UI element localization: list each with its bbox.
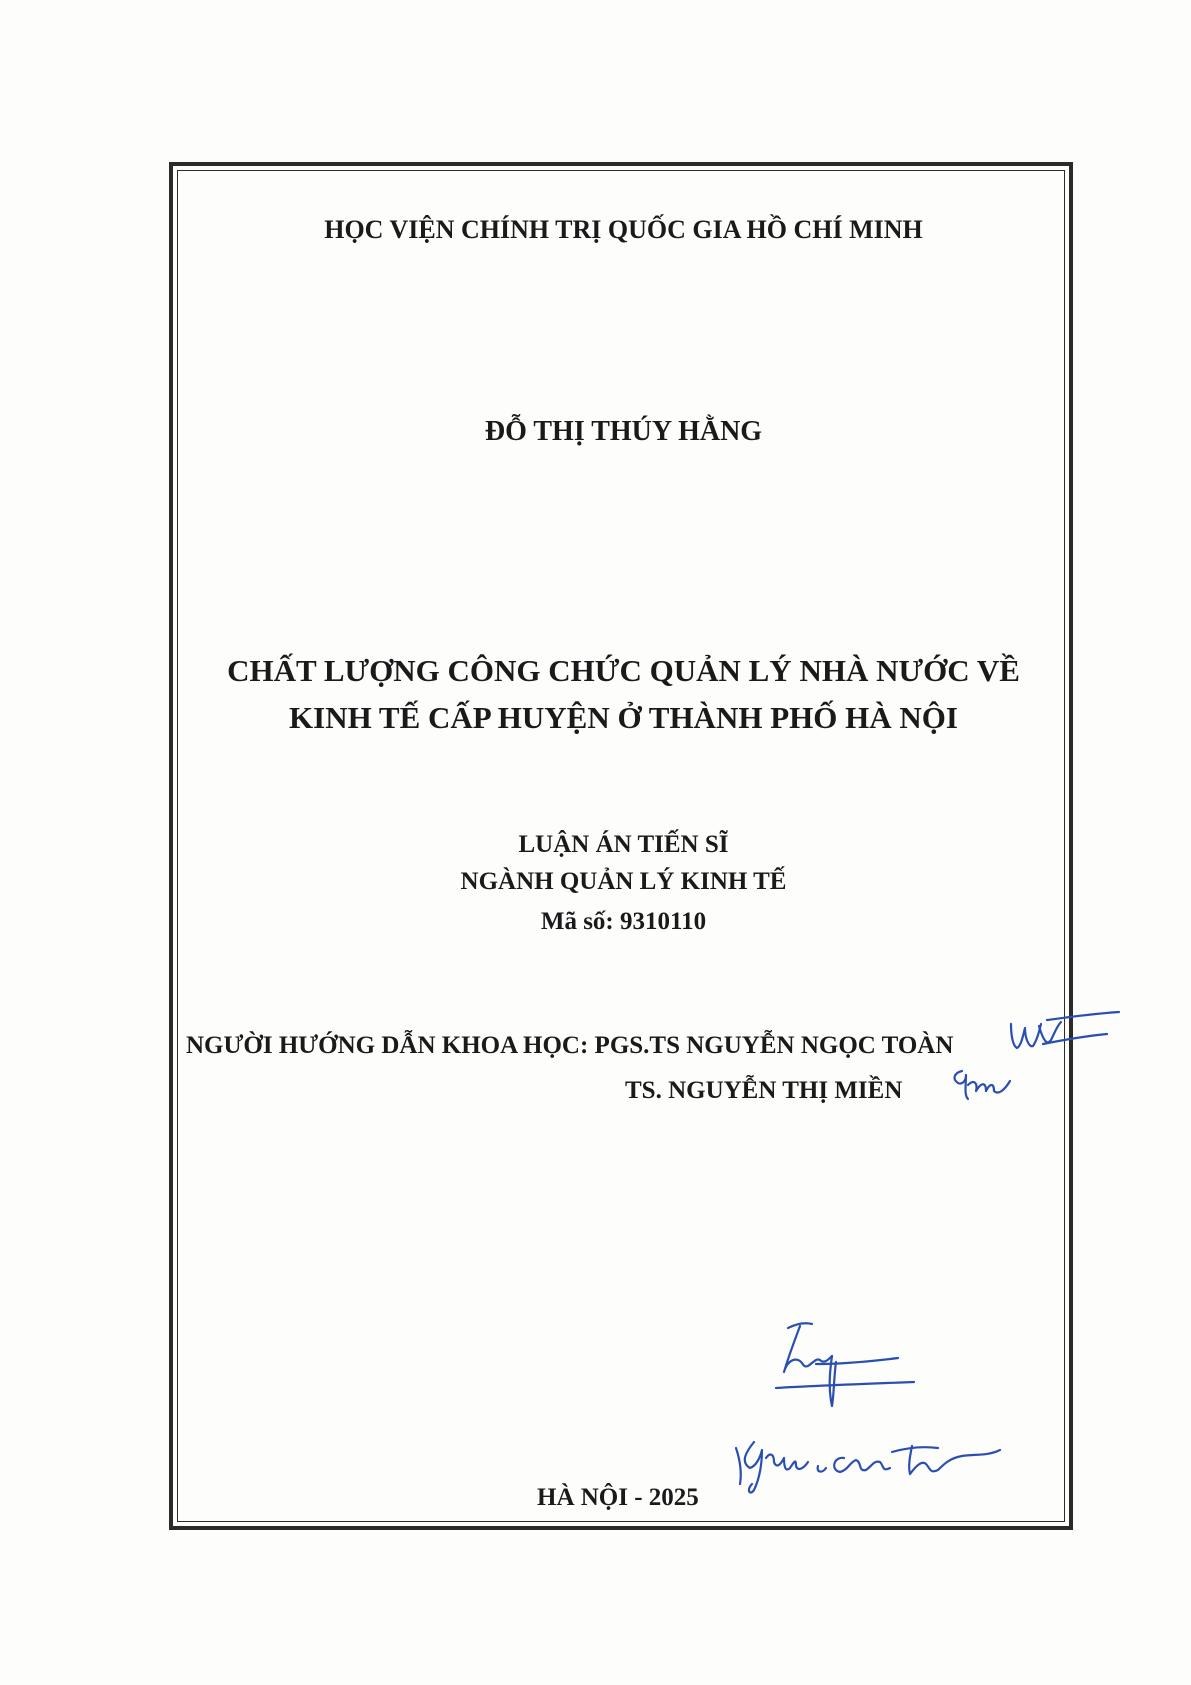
- degree-type: LUẬN ÁN TIẾN SĨ: [518, 831, 729, 858]
- advisor-2-signature: [948, 1063, 1028, 1107]
- author-name: ĐỖ THỊ THÚY HẰNG: [484, 416, 763, 447]
- institution-name: HỌC VIỆN CHÍNH TRỊ QUỐC GIA HỒ CHÍ MINH: [324, 215, 923, 244]
- advisor-secondary: TS. NGUYỄN THỊ MIỀN: [625, 1077, 903, 1104]
- advisor-primary: NGƯỜI HƯỚNG DẪN KHOA HỌC: PGS.TS NGUYỄN NGỌC TOÀN: [186, 1032, 954, 1059]
- place-and-year: HÀ NỘI - 2025: [537, 1484, 699, 1511]
- major-name: NGÀNH QUẢN LÝ KINH TẾ: [460, 868, 787, 895]
- author-signature: [770, 1318, 920, 1428]
- thesis-title-line-1: CHẤT LƯỢNG CÔNG CHỨC QUẢN LÝ NHÀ NƯỚC VỀ: [227, 653, 1020, 688]
- thesis-title-line-2: KINH TẾ CẤP HUYỆN Ở THÀNH PHỐ HÀ NỘI: [289, 700, 958, 735]
- advisor-1-signature: [1003, 1010, 1123, 1060]
- major-code: Mã số: 9310110: [540, 908, 707, 935]
- handwritten-annotation-signature: [726, 1428, 1026, 1508]
